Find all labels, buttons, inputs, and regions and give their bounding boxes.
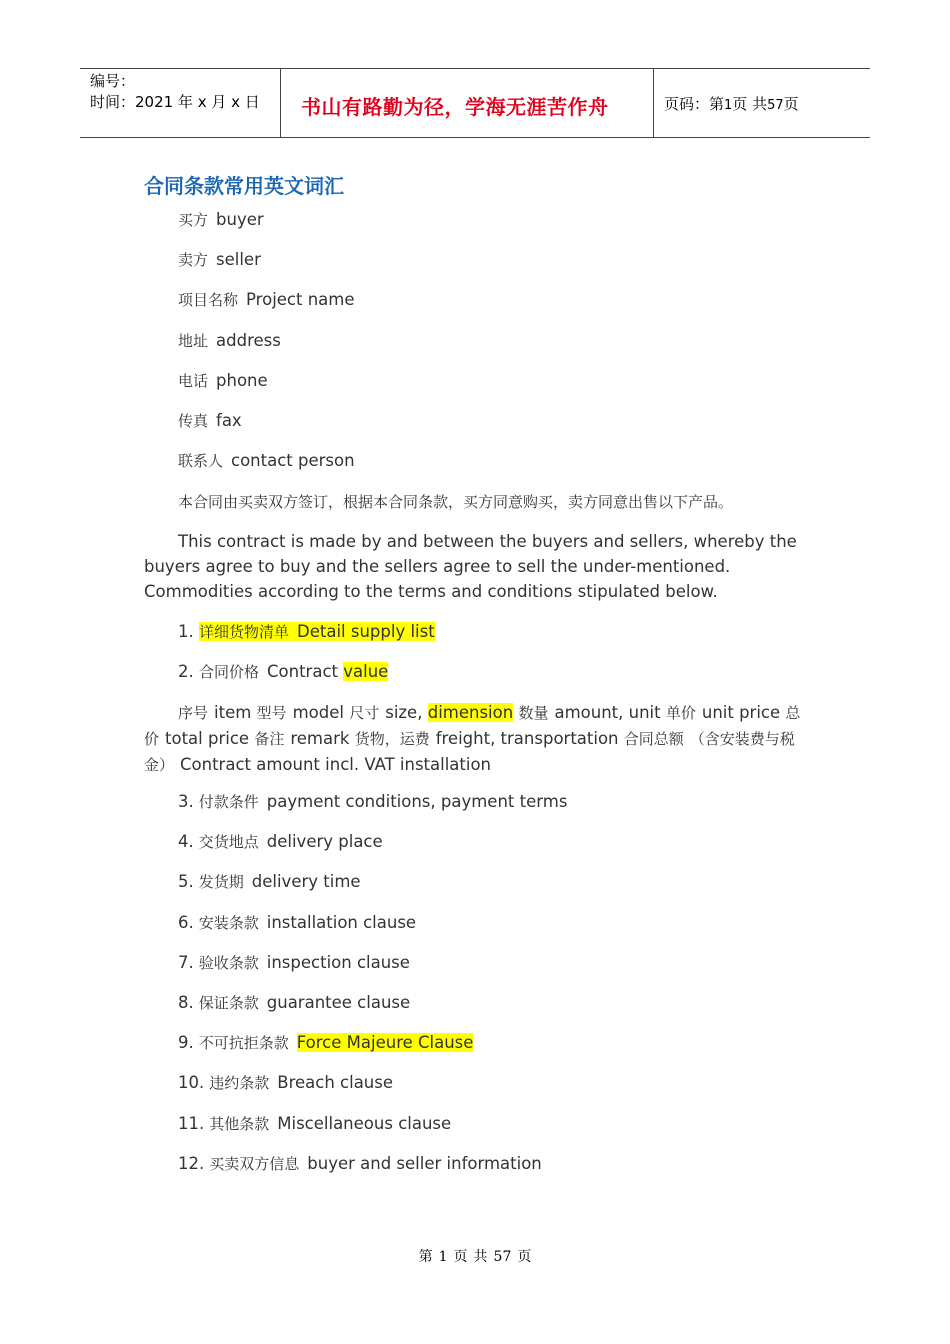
- item-cn: 其他条款: [209, 1114, 270, 1133]
- term-row: [178, 410, 242, 432]
- item-number: 1.: [178, 622, 194, 641]
- motto-text: 书山有路勤为径，学海无涯苦作舟: [301, 95, 609, 119]
- table-terms-paragraph: [144, 700, 814, 778]
- term-en: price: [739, 703, 781, 722]
- footer-page-number: 1: [438, 1249, 448, 1265]
- term-en: address: [216, 330, 281, 350]
- item-en: payment conditions, payment terms: [266, 792, 568, 811]
- item-cn: 买卖双方信息: [209, 1154, 300, 1173]
- term-row: [178, 249, 261, 271]
- item-en: guarantee clause: [266, 993, 411, 1012]
- footer-page-total: 57: [493, 1249, 512, 1265]
- item-number: 6.: [178, 912, 194, 932]
- number-label: 编号：: [90, 72, 136, 90]
- term-row: [178, 330, 281, 352]
- term-cn: 卖方: [178, 251, 209, 270]
- list-item: [178, 992, 410, 1014]
- list-item: [178, 1113, 451, 1135]
- item-cn: 详细货物清单: [199, 623, 290, 641]
- item-number: 9.: [178, 1033, 194, 1053]
- item-en-highlight: value: [343, 662, 389, 681]
- page-info-cell: [654, 69, 870, 137]
- time-label: 时间：2021 年 x 月 x 日: [90, 93, 260, 111]
- item-number: 12.: [178, 1153, 205, 1173]
- item-number: 10.: [178, 1073, 205, 1093]
- item-number: 5.: [178, 872, 194, 892]
- term-en: amount, unit: [554, 703, 661, 722]
- item-cn: 验收条款: [198, 953, 259, 972]
- list-item: [178, 1032, 473, 1054]
- term-cn: 数量: [518, 704, 549, 722]
- page-mid: 页 共: [732, 95, 768, 113]
- item-cn: 合同价格: [199, 663, 260, 681]
- item-cn: 发货期: [198, 873, 244, 892]
- term-en: unit: [701, 703, 734, 722]
- term-en: item: [214, 703, 252, 722]
- item-en: delivery place: [266, 832, 383, 852]
- item-cn: 安装条款: [198, 913, 259, 932]
- term-cn: 单价: [665, 704, 696, 722]
- page-prefix: 页码：第: [664, 95, 725, 113]
- item-number: 4.: [178, 832, 194, 852]
- item-number: 3.: [178, 792, 194, 811]
- item-highlight: [199, 622, 435, 641]
- term-cn: 货物，运费: [354, 730, 430, 748]
- term-en: fax: [216, 411, 242, 430]
- item-cn: 不可抗拒条款: [198, 1034, 289, 1053]
- item-number: 8.: [178, 993, 194, 1012]
- term-cn: （含安装费与税金）: [144, 730, 795, 774]
- list-item: [178, 621, 435, 643]
- header-table: [80, 68, 870, 138]
- term-cn: 项目名称: [178, 291, 239, 310]
- term-cn: 电话: [178, 371, 209, 390]
- item-en: Contract: [267, 662, 338, 681]
- intro-cn-text: 本合同由买卖双方签订，根据本合同条款，买方同意购买，卖方同意出售以下产品。: [178, 493, 734, 511]
- term-en-highlight: dimension: [427, 703, 514, 722]
- item-cn: 保证条款: [198, 994, 259, 1012]
- item-cn: 交货地点: [198, 833, 259, 852]
- term-row: [178, 450, 355, 472]
- term-en: Project name: [246, 290, 355, 310]
- footer-text: 第: [418, 1249, 433, 1265]
- item-en: Miscellaneous clause: [277, 1113, 452, 1133]
- item-en: Breach clause: [277, 1073, 394, 1093]
- term-cn: 序号: [178, 704, 209, 722]
- list-item: [178, 952, 410, 974]
- term-cn: 尺寸: [349, 704, 380, 722]
- list-item: [178, 661, 388, 683]
- intro-en: This contract is made by and between the buyers and sellers, whereby the buyers agree to buy and the sellers agree to sell the under-mentioned. Commodities according to the terms and conditions stipulated below.: [144, 532, 797, 601]
- term-row: [178, 209, 264, 231]
- item-number: 2.: [178, 662, 194, 681]
- page-suffix: 页: [783, 95, 799, 113]
- list-item: [178, 831, 383, 853]
- term-en: phone: [216, 370, 268, 390]
- list-item: [178, 871, 361, 893]
- item-number: 7.: [178, 952, 194, 972]
- term-cn: 备注: [254, 730, 285, 748]
- item-en: delivery time: [251, 872, 361, 892]
- item-en: inspection clause: [266, 952, 410, 972]
- page-number: 1: [724, 98, 733, 113]
- item-en: buyer and seller information: [307, 1153, 542, 1173]
- term-en: seller: [216, 250, 261, 270]
- term-en: model: [292, 703, 344, 722]
- term-cn: 传真: [178, 412, 209, 430]
- list-item: [178, 1072, 393, 1094]
- term-cn: 联系人: [178, 452, 224, 471]
- list-item: [178, 912, 416, 934]
- term-cn: 总价: [144, 704, 801, 748]
- term-en: total price: [165, 729, 250, 748]
- page-total: 57: [767, 98, 784, 113]
- list-item: [178, 791, 567, 813]
- term-row: [178, 289, 355, 311]
- item-en: Force Majeure Clause: [296, 1033, 474, 1053]
- item-en: installation clause: [266, 912, 417, 932]
- page-title: 合同条款常用英文词汇: [144, 174, 344, 198]
- item-number: 11.: [178, 1113, 205, 1133]
- footer-text: 页: [517, 1249, 532, 1265]
- term-en: freight, transportation: [435, 729, 619, 748]
- term-row: [178, 370, 268, 392]
- header-info-cell: [80, 69, 281, 137]
- list-item: [178, 1153, 542, 1175]
- term-cn: 合同总额: [623, 730, 684, 748]
- term-cn: 买方: [178, 211, 209, 229]
- item-cn: 违约条款: [209, 1074, 270, 1093]
- term-cn: 地址: [178, 331, 209, 350]
- term-en: buyer: [216, 210, 264, 229]
- intro-cn: [178, 491, 733, 513]
- item-cn: 付款条件: [198, 793, 259, 811]
- motto-cell: [281, 69, 654, 137]
- term-en: Contract amount incl. VAT installation: [180, 755, 492, 774]
- term-en: contact person: [231, 451, 355, 471]
- term-cn: 型号: [256, 704, 287, 722]
- term-en: size,: [385, 703, 423, 722]
- page-footer: [0, 1246, 950, 1266]
- footer-text: 页: [453, 1249, 468, 1265]
- footer-text: 共: [473, 1249, 488, 1265]
- term-en: remark: [290, 729, 350, 748]
- item-en: Detail supply list: [297, 622, 435, 641]
